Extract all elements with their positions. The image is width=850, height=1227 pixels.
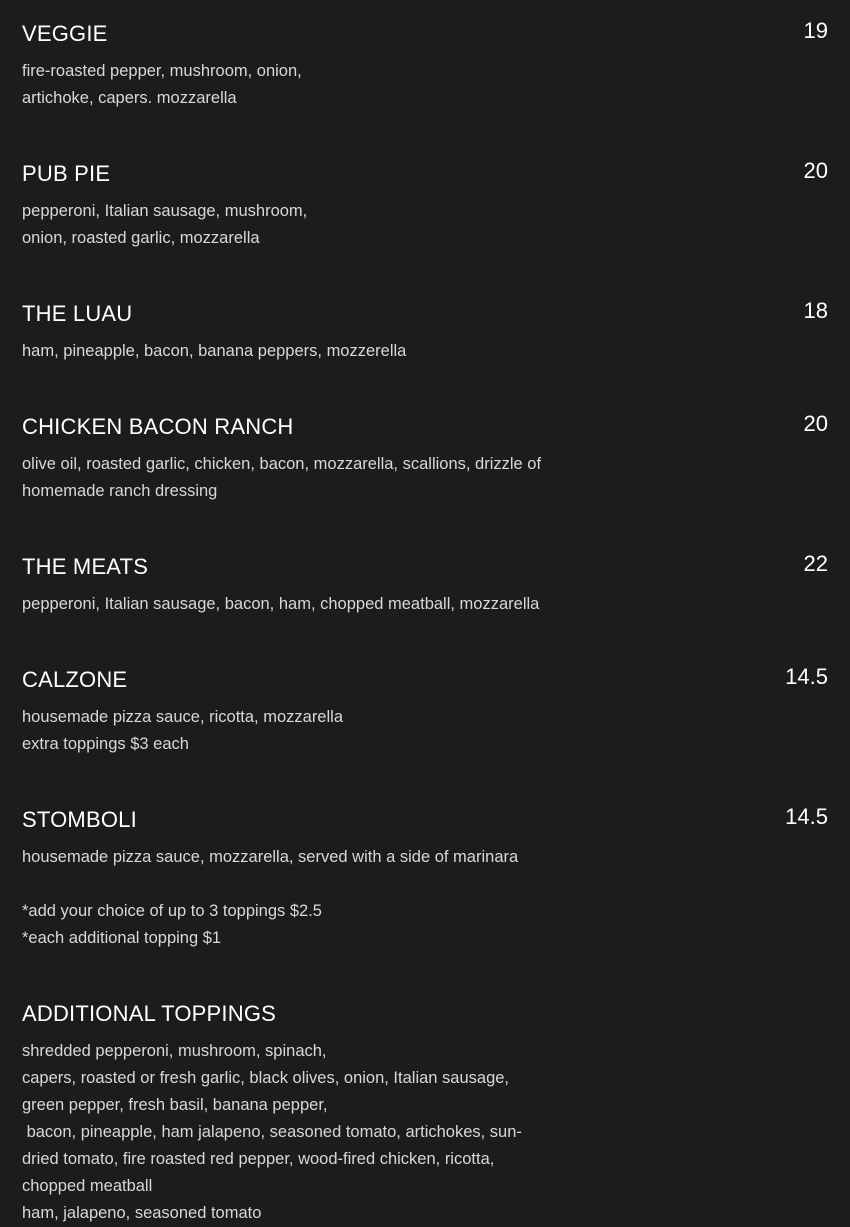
description-line: extra toppings $3 each — [22, 735, 189, 753]
item-description — [22, 1038, 582, 1227]
item-price: 20 — [803, 158, 828, 183]
description-line: *add your choice of up to 3 toppings $2.5 — [22, 902, 322, 920]
item-name: PUB PIE — [22, 161, 111, 186]
item-name: CALZONE — [22, 667, 128, 692]
item-name: CHICKEN BACON RANCH — [22, 414, 294, 439]
description-line: ham, pineapple, bacon, banana peppers, mozzerella — [22, 342, 407, 360]
item-price: 19 — [803, 18, 828, 43]
item-description — [22, 58, 582, 112]
description-line: shredded pepperoni, mushroom, spinach, — [22, 1042, 327, 1060]
description-line: onion, roasted garlic, mozzarella — [22, 229, 260, 247]
description-line: pepperoni, Italian sausage, bacon, ham, chopped meatball, mozzarella — [22, 595, 540, 613]
description-line: bacon, pineapple, ham jalapeno, seasoned tomato, artichokes, sun- — [22, 1123, 522, 1141]
item-price: 22 — [803, 551, 828, 576]
description-line: artichoke, capers. mozzarella — [22, 89, 237, 107]
item-name: ADDITIONAL TOPPINGS — [22, 1001, 277, 1026]
description-line: olive oil, roasted garlic, chicken, bacon, mozzarella, scallions, drizzle of — [22, 455, 542, 473]
item-description — [22, 451, 582, 505]
description-line: chopped meatball — [22, 1177, 153, 1195]
description-line: housemade pizza sauce, ricotta, mozzarella — [22, 708, 343, 726]
description-line: pepperoni, Italian sausage, mushroom, — [22, 202, 308, 220]
item-description — [22, 198, 582, 252]
item-price: 18 — [803, 298, 828, 323]
item-description — [22, 338, 582, 365]
item-price: 14.5 — [785, 804, 828, 829]
description-line: housemade pizza sauce, mozzarella, served with a side of marinara — [22, 848, 519, 866]
item-description — [22, 704, 582, 758]
item-price: 20 — [803, 411, 828, 436]
item-name: THE LUAU — [22, 301, 133, 326]
item-description — [22, 844, 582, 952]
description-line: ham, jalapeno, seasoned tomato — [22, 1204, 262, 1222]
description-line: fire-roasted pepper, mushroom, onion, — [22, 62, 302, 80]
item-description — [22, 591, 582, 618]
description-line — [22, 871, 582, 898]
description-line: capers, roasted or fresh garlic, black olives, onion, Italian sausage, — [22, 1069, 510, 1087]
item-name: THE MEATS — [22, 554, 149, 579]
item-name: VEGGIE — [22, 21, 108, 46]
item-price: 14.5 — [785, 664, 828, 689]
description-line: homemade ranch dressing — [22, 482, 218, 500]
description-line: dried tomato, fire roasted red pepper, wood-fired chicken, ricotta, — [22, 1150, 495, 1168]
description-line: *each additional topping $1 — [22, 929, 222, 947]
description-line: green pepper, fresh basil, banana pepper, — [22, 1096, 328, 1114]
item-name: STOMBOLI — [22, 807, 137, 832]
